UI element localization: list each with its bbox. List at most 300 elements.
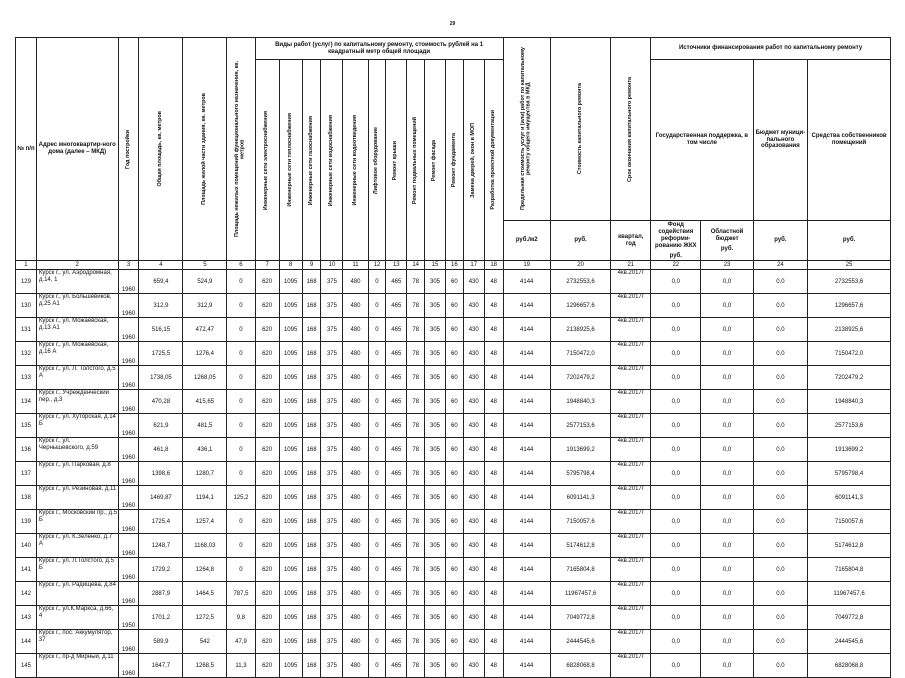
row-owners: 1948840,3 (808, 390, 891, 414)
row-number: 132 (16, 342, 37, 366)
row-number: 145 (16, 654, 37, 678)
row-work-cost: 78 (407, 582, 425, 606)
row-nonliving-area: 0 (227, 294, 255, 318)
row-work-cost: 60 (445, 270, 463, 294)
row-work-cost: 465 (386, 342, 407, 366)
unit-term: квартал, год (611, 221, 651, 261)
row-work-cost: 465 (386, 510, 407, 534)
row-work-cost: 620 (255, 486, 279, 510)
row-work-cost: 60 (445, 582, 463, 606)
row-work-cost: 430 (463, 558, 484, 582)
row-work-cost: 0 (368, 366, 386, 390)
row-work-cost: 305 (425, 294, 446, 318)
row-work-cost: 305 (425, 366, 446, 390)
row-term: 4кв.2017г (611, 294, 651, 318)
row-nonliving-area: 0 (227, 342, 255, 366)
row-work-cost: 430 (463, 582, 484, 606)
row-owners: 7150472,0 (808, 342, 891, 366)
header-address: Адрес многоквартир-ного дома (далее – МКД) (36, 38, 118, 261)
row-limit-cost: 4144 (503, 582, 550, 606)
row-number: 133 (16, 366, 37, 390)
row-work-cost: 375 (321, 366, 343, 390)
row-work-cost: 375 (321, 462, 343, 486)
row-work-cost: 305 (425, 342, 446, 366)
row-total-area: 1469,87 (139, 486, 183, 510)
row-regional: 0,0 (701, 366, 753, 390)
row-repair-cost: 1948840,3 (550, 390, 611, 414)
row-term: 4кв.2017г (611, 486, 651, 510)
row-municipal: 0,0 (753, 582, 807, 606)
header-nonliving-area: Площадь нежилых помещений функционального назначения, кв. метров (227, 38, 255, 261)
row-work-cost: 78 (407, 414, 425, 438)
row-living-area: 1168,03 (183, 534, 227, 558)
row-work-cost: 620 (255, 510, 279, 534)
row-work-cost: 60 (445, 606, 463, 630)
row-work-cost: 430 (463, 462, 484, 486)
row-work-cost: 60 (445, 534, 463, 558)
row-repair-cost: 2577153,6 (550, 414, 611, 438)
row-year: 1960 (118, 270, 139, 294)
row-term: 4кв.2017г (611, 366, 651, 390)
row-work-cost: 305 (425, 462, 446, 486)
row-work-cost: 168 (302, 438, 321, 462)
row-work-cost: 465 (386, 438, 407, 462)
row-work-cost: 480 (343, 654, 368, 678)
row-municipal: 0,0 (753, 630, 807, 654)
header-work-7: Ремонт крыши (386, 60, 407, 261)
table-row (16, 654, 891, 678)
row-municipal: 0,0 (753, 534, 807, 558)
row-living-area: 472,47 (183, 318, 227, 342)
header-works-group: Виды работ (услуг) по капитальному ремонту, стоимость рублей на 1 квадратный метр общей площади (255, 38, 503, 60)
row-work-cost: 430 (463, 438, 484, 462)
row-living-area: 1272,5 (183, 606, 227, 630)
row-term: 4кв.2017г (611, 582, 651, 606)
capital-repair-table (15, 37, 891, 678)
row-number: 136 (16, 438, 37, 462)
row-number: 137 (16, 462, 37, 486)
row-fund: 0,0 (651, 582, 701, 606)
row-work-cost: 480 (343, 294, 368, 318)
row-term: 4кв.2017г (611, 654, 651, 678)
row-work-cost: 78 (407, 486, 425, 510)
row-work-cost: 305 (425, 390, 446, 414)
row-work-cost: 60 (445, 366, 463, 390)
row-nonliving-area: 0 (227, 270, 255, 294)
row-work-cost: 480 (343, 462, 368, 486)
row-fund: 0,0 (651, 462, 701, 486)
row-work-cost: 168 (302, 654, 321, 678)
row-year: 1960 (118, 318, 139, 342)
row-work-cost: 305 (425, 510, 446, 534)
row-limit-cost: 4144 (503, 270, 550, 294)
table-row (16, 606, 891, 630)
row-number: 135 (16, 414, 37, 438)
row-work-cost: 430 (463, 534, 484, 558)
header-work-4: Инженерные сети водоснабжения (321, 60, 343, 261)
row-living-area: 1257,4 (183, 510, 227, 534)
row-work-cost: 0 (368, 486, 386, 510)
row-repair-cost: 7202479,2 (550, 366, 611, 390)
row-address: Курск г., ул. К.Зеленко, д.7 А (36, 534, 118, 558)
row-work-cost: 0 (368, 294, 386, 318)
row-repair-cost: 6828068,8 (550, 654, 611, 678)
row-total-area: 659,4 (139, 270, 183, 294)
row-work-cost: 0 (368, 390, 386, 414)
row-total-area: 1248,7 (139, 534, 183, 558)
row-work-cost: 60 (445, 654, 463, 678)
row-work-cost: 430 (463, 414, 484, 438)
row-work-cost: 1095 (279, 438, 302, 462)
row-work-cost: 305 (425, 318, 446, 342)
column-number: 14 (407, 261, 425, 270)
column-number: 10 (321, 261, 343, 270)
row-work-cost: 48 (484, 390, 503, 414)
row-limit-cost: 4144 (503, 366, 550, 390)
row-work-cost: 375 (321, 606, 343, 630)
row-owners: 5795798,4 (808, 462, 891, 486)
row-work-cost: 48 (484, 630, 503, 654)
table-row (16, 438, 891, 462)
row-work-cost: 620 (255, 630, 279, 654)
header-no: № п/п (16, 38, 37, 261)
header-work-9: Ремонт фасада (425, 60, 446, 261)
row-limit-cost: 4144 (503, 654, 550, 678)
row-number: 140 (16, 534, 37, 558)
row-work-cost: 1095 (279, 582, 302, 606)
row-work-cost: 465 (386, 270, 407, 294)
row-address: Курск г., ул. Парковая, д.8 (36, 462, 118, 486)
row-owners: 7150057,6 (808, 510, 891, 534)
row-regional: 0,0 (701, 342, 753, 366)
row-work-cost: 620 (255, 318, 279, 342)
row-work-cost: 305 (425, 270, 446, 294)
row-year: 1960 (118, 654, 139, 678)
row-year: 1960 (118, 294, 139, 318)
row-work-cost: 168 (302, 366, 321, 390)
row-work-cost: 465 (386, 294, 407, 318)
column-number: 3 (118, 261, 139, 270)
row-municipal: 0,0 (753, 366, 807, 390)
row-work-cost: 480 (343, 342, 368, 366)
row-living-area: 1194,1 (183, 486, 227, 510)
row-work-cost: 465 (386, 414, 407, 438)
row-year: 1960 (118, 486, 139, 510)
row-work-cost: 168 (302, 486, 321, 510)
column-number: 19 (503, 261, 550, 270)
header-total-area: Общая площадь, кв. метров (139, 38, 183, 261)
row-repair-cost: 7165804,8 (550, 558, 611, 582)
header-term: Срок окончания капитального ремонта (611, 38, 651, 221)
row-number: 134 (16, 390, 37, 414)
row-work-cost: 0 (368, 438, 386, 462)
table-row (16, 270, 891, 294)
row-repair-cost: 5795798,4 (550, 462, 611, 486)
row-regional: 0,0 (701, 534, 753, 558)
row-total-area: 1729,2 (139, 558, 183, 582)
row-owners: 2732553,6 (808, 270, 891, 294)
column-number: 20 (550, 261, 611, 270)
row-term: 4кв.2017г (611, 510, 651, 534)
row-fund: 0,0 (651, 414, 701, 438)
row-living-area: 1264,8 (183, 558, 227, 582)
row-total-area: 1725,5 (139, 342, 183, 366)
row-limit-cost: 4144 (503, 558, 550, 582)
row-regional: 0,0 (701, 390, 753, 414)
row-municipal: 0,0 (753, 486, 807, 510)
row-work-cost: 0 (368, 342, 386, 366)
row-living-area: 524,9 (183, 270, 227, 294)
header-repair-cost: Стоимость капитального ремонта (550, 38, 611, 221)
row-work-cost: 375 (321, 486, 343, 510)
row-number: 144 (16, 630, 37, 654)
row-work-cost: 48 (484, 534, 503, 558)
row-work-cost: 60 (445, 558, 463, 582)
row-work-cost: 375 (321, 654, 343, 678)
row-repair-cost: 7049772,8 (550, 606, 611, 630)
row-work-cost: 60 (445, 486, 463, 510)
row-work-cost: 0 (368, 606, 386, 630)
row-address: Курск г., Московский пр., д.5 Б (36, 510, 118, 534)
header-work-11: Замена дверей, окон в МОП (463, 60, 484, 261)
row-repair-cost: 6091141,3 (550, 486, 611, 510)
row-address: Курск г., пр-д Мирный, д.11 (36, 654, 118, 678)
row-total-area: 1398,6 (139, 462, 183, 486)
row-total-area: 1738,05 (139, 366, 183, 390)
row-regional: 0,0 (701, 654, 753, 678)
row-work-cost: 480 (343, 582, 368, 606)
row-regional: 0,0 (701, 630, 753, 654)
row-work-cost: 78 (407, 318, 425, 342)
row-work-cost: 305 (425, 414, 446, 438)
row-work-cost: 0 (368, 534, 386, 558)
row-work-cost: 1095 (279, 390, 302, 414)
row-work-cost: 465 (386, 534, 407, 558)
unit-fund: Фонд содействия реформи-рованию ЖКХ руб. (651, 221, 701, 261)
column-number: 25 (808, 261, 891, 270)
row-total-area: 1701,2 (139, 606, 183, 630)
row-address: Курск г., ул. Большевиков, д.25 А1 (36, 294, 118, 318)
row-work-cost: 60 (445, 294, 463, 318)
row-work-cost: 375 (321, 294, 343, 318)
row-nonliving-area: 9,8 (227, 606, 255, 630)
row-owners: 1296657,6 (808, 294, 891, 318)
row-work-cost: 375 (321, 582, 343, 606)
column-number: 11 (343, 261, 368, 270)
column-number: 7 (255, 261, 279, 270)
row-municipal: 0,0 (753, 654, 807, 678)
row-nonliving-area: 0 (227, 390, 255, 414)
row-work-cost: 305 (425, 534, 446, 558)
row-nonliving-area: 0 (227, 558, 255, 582)
row-term: 4кв.2017г (611, 558, 651, 582)
row-living-area: 312,9 (183, 294, 227, 318)
row-work-cost: 480 (343, 390, 368, 414)
row-owners: 2138925,6 (808, 318, 891, 342)
row-work-cost: 1095 (279, 654, 302, 678)
header-work-3: Инженерные сети газоснабжения (302, 60, 321, 261)
row-address: Курск г., ул. Можаевская, д.13 А1 (36, 318, 118, 342)
row-work-cost: 620 (255, 558, 279, 582)
row-work-cost: 1095 (279, 414, 302, 438)
row-total-area: 2887,9 (139, 582, 183, 606)
row-municipal: 0,0 (753, 462, 807, 486)
row-work-cost: 1095 (279, 294, 302, 318)
row-work-cost: 480 (343, 606, 368, 630)
row-work-cost: 465 (386, 582, 407, 606)
row-owners: 2577153,6 (808, 414, 891, 438)
row-owners: 7165804,8 (808, 558, 891, 582)
column-number: 4 (139, 261, 183, 270)
column-number: 9 (302, 261, 321, 270)
row-work-cost: 465 (386, 654, 407, 678)
row-owners: 5174612,8 (808, 534, 891, 558)
row-work-cost: 305 (425, 582, 446, 606)
row-fund: 0,0 (651, 390, 701, 414)
row-term: 4кв.2017г (611, 318, 651, 342)
row-work-cost: 305 (425, 630, 446, 654)
row-work-cost: 620 (255, 414, 279, 438)
row-nonliving-area: 0 (227, 462, 255, 486)
row-fund: 0,0 (651, 510, 701, 534)
row-owners: 6091141,3 (808, 486, 891, 510)
unit-regional: Областной бюджет руб. (701, 221, 753, 261)
row-regional: 0,0 (701, 414, 753, 438)
row-living-area: 481,5 (183, 414, 227, 438)
row-work-cost: 48 (484, 294, 503, 318)
row-work-cost: 375 (321, 510, 343, 534)
row-work-cost: 430 (463, 510, 484, 534)
row-work-cost: 48 (484, 582, 503, 606)
row-limit-cost: 4144 (503, 486, 550, 510)
row-work-cost: 465 (386, 606, 407, 630)
row-work-cost: 375 (321, 318, 343, 342)
row-work-cost: 78 (407, 606, 425, 630)
row-number: 141 (16, 558, 37, 582)
row-address: Курск г., ул. Можаевская, д.16 А (36, 342, 118, 366)
row-work-cost: 78 (407, 630, 425, 654)
row-repair-cost: 2732553,6 (550, 270, 611, 294)
row-work-cost: 375 (321, 534, 343, 558)
unit-limit: руб./м2 (503, 221, 550, 261)
row-year: 1960 (118, 342, 139, 366)
row-work-cost: 0 (368, 510, 386, 534)
row-work-cost: 78 (407, 438, 425, 462)
row-address: Курск г., Учрежденческий пер., д.3 (36, 390, 118, 414)
row-nonliving-area: 0 (227, 438, 255, 462)
table-row (16, 630, 891, 654)
row-municipal: 0,0 (753, 270, 807, 294)
table-row (16, 462, 891, 486)
row-living-area: 542 (183, 630, 227, 654)
row-regional: 0,0 (701, 582, 753, 606)
row-work-cost: 168 (302, 534, 321, 558)
table-row (16, 318, 891, 342)
header-limit-cost: Предельная стоимость услуг и (или) работ по капитальному ремонту общего имущества в МКД (503, 38, 550, 221)
column-number: 16 (445, 261, 463, 270)
row-year: 1960 (118, 462, 139, 486)
row-year: 1960 (118, 510, 139, 534)
row-work-cost: 375 (321, 630, 343, 654)
row-municipal: 0,0 (753, 390, 807, 414)
row-limit-cost: 4144 (503, 390, 550, 414)
header-owners: Средства собственников помещений (808, 60, 891, 221)
row-work-cost: 430 (463, 390, 484, 414)
row-regional: 0,0 (701, 558, 753, 582)
row-work-cost: 1095 (279, 486, 302, 510)
row-owners: 6828068,8 (808, 654, 891, 678)
row-work-cost: 465 (386, 558, 407, 582)
row-number: 143 (16, 606, 37, 630)
row-work-cost: 168 (302, 582, 321, 606)
row-work-cost: 480 (343, 270, 368, 294)
row-municipal: 0,0 (753, 606, 807, 630)
row-work-cost: 430 (463, 606, 484, 630)
row-work-cost: 48 (484, 438, 503, 462)
row-work-cost: 48 (484, 270, 503, 294)
row-work-cost: 620 (255, 366, 279, 390)
row-total-area: 621,9 (139, 414, 183, 438)
header-municipal: Бюджет муници-пального образования (753, 60, 807, 221)
header-year: Год постройки (118, 38, 139, 261)
header-work-12: Разработка проектной документации (484, 60, 503, 261)
row-work-cost: 305 (425, 438, 446, 462)
row-term: 4кв.2017г (611, 606, 651, 630)
row-municipal: 0,0 (753, 438, 807, 462)
column-number: 24 (753, 261, 807, 270)
row-fund: 0,0 (651, 486, 701, 510)
row-work-cost: 1095 (279, 558, 302, 582)
header-work-10: Ремонт фундамента (445, 60, 463, 261)
row-living-area: 1276,4 (183, 342, 227, 366)
row-total-area: 312,9 (139, 294, 183, 318)
row-work-cost: 60 (445, 414, 463, 438)
row-work-cost: 168 (302, 606, 321, 630)
row-work-cost: 168 (302, 390, 321, 414)
row-year: 1960 (118, 582, 139, 606)
row-living-area: 1280,7 (183, 462, 227, 486)
row-work-cost: 48 (484, 654, 503, 678)
row-work-cost: 480 (343, 438, 368, 462)
row-work-cost: 1095 (279, 510, 302, 534)
row-fund: 0,0 (651, 654, 701, 678)
row-work-cost: 375 (321, 342, 343, 366)
table-row (16, 534, 891, 558)
row-limit-cost: 4144 (503, 462, 550, 486)
row-work-cost: 1095 (279, 462, 302, 486)
row-work-cost: 1095 (279, 270, 302, 294)
row-work-cost: 480 (343, 510, 368, 534)
page-number: 29 (449, 21, 456, 27)
row-limit-cost: 4144 (503, 294, 550, 318)
row-number: 131 (16, 318, 37, 342)
row-work-cost: 78 (407, 462, 425, 486)
header-state-support: Государственная поддержка, в том числе (651, 60, 754, 221)
row-work-cost: 465 (386, 390, 407, 414)
unit-municipal: руб. (753, 221, 807, 261)
row-fund: 0,0 (651, 606, 701, 630)
row-work-cost: 48 (484, 414, 503, 438)
row-year: 1960 (118, 390, 139, 414)
column-number: 23 (701, 261, 753, 270)
row-year: 1960 (118, 558, 139, 582)
row-municipal: 0,0 (753, 414, 807, 438)
row-living-area: 1268,5 (183, 654, 227, 678)
column-number: 8 (279, 261, 302, 270)
row-work-cost: 0 (368, 462, 386, 486)
row-living-area: 436,1 (183, 438, 227, 462)
header-work-5: Инженерные сети водоотведения (343, 60, 368, 261)
